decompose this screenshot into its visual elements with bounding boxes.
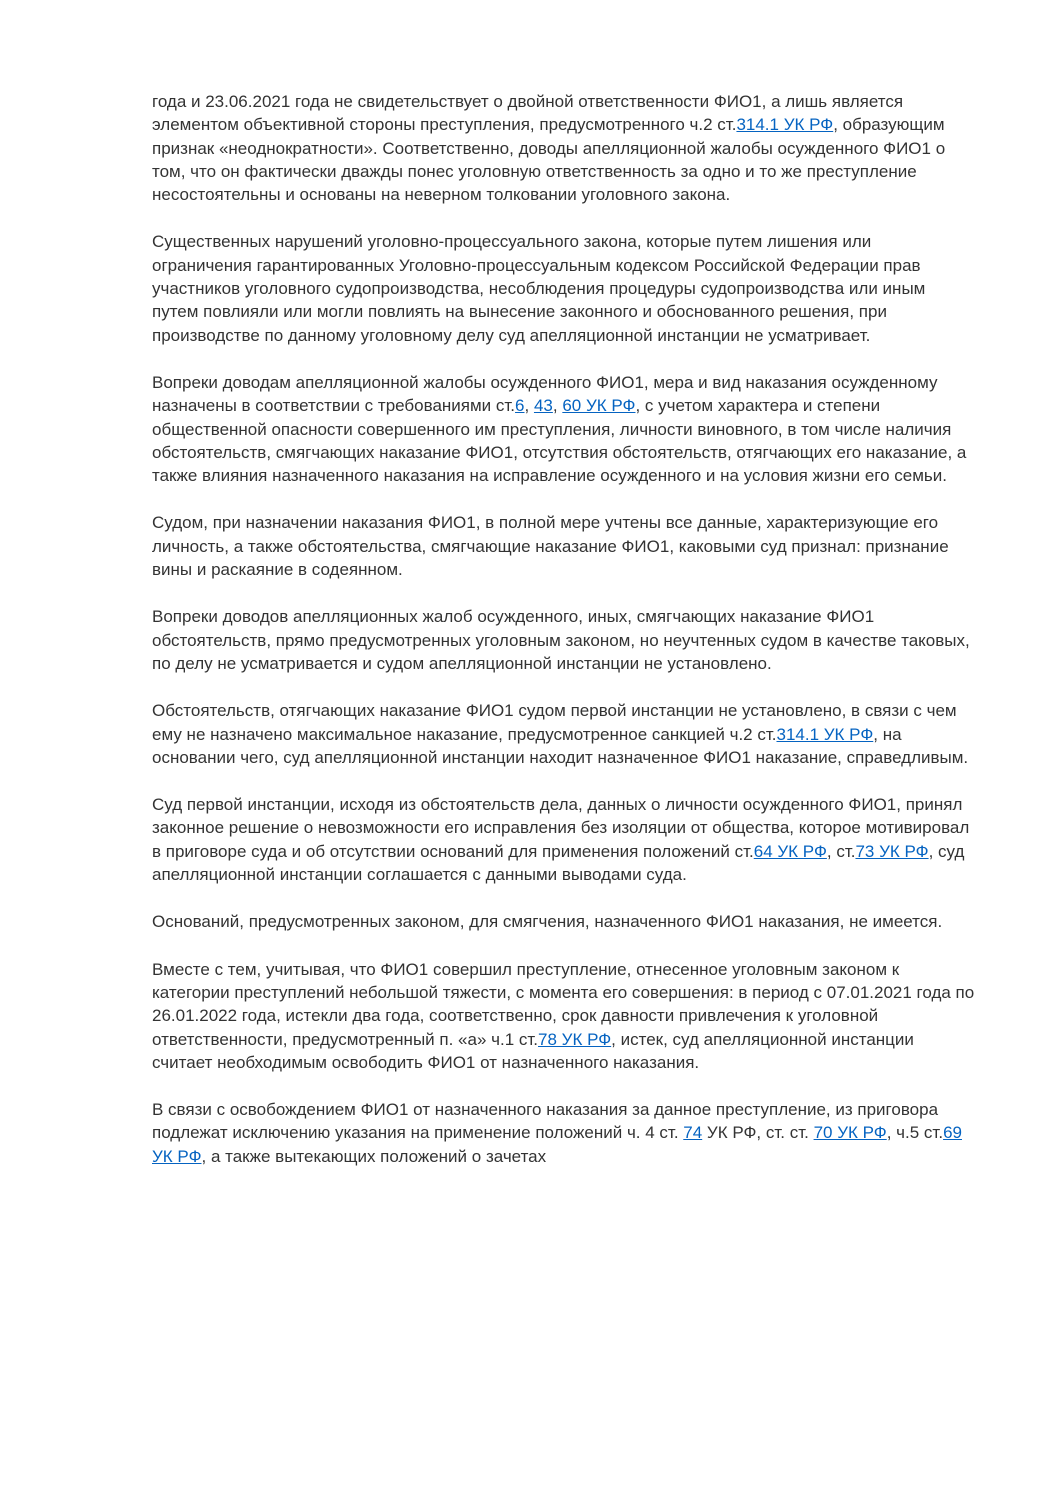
paragraph-text: Существенных нарушений уголовно-процессуального закона, которые путем лишения или ограничения гарантированных Уголовно-процессуальным кодексом Российской Федерации прав участников уголовного судопроизводства, несоблюдения процедуры судопроизводства или иным путем повлияли или могли повлиять на вынесение законного и обоснованного решения, при производстве по данному уголовному делу суд апелляционной инстанции не усматривает. <box>152 232 926 345</box>
paragraph-text: , <box>524 396 534 416</box>
law-reference-link[interactable]: 74 <box>683 1123 703 1143</box>
paragraph-text: Вопреки доводов апелляционных жалоб осужденного, иных, смягчающих наказание ФИО1 обстоятельств, прямо предусмотренных уголовным законом, но неучтенных судом в качестве таковых, по делу не усматривается и судом апелляционной инстанции не установлено. <box>152 607 970 673</box>
law-reference-link[interactable]: 314.1 УК РФ <box>736 115 834 135</box>
paragraph-text: В связи с освобождением ФИО1 от назначенного наказания за данное преступление, из приговора подлежат исключению указания на применение положений ч. 4 ст. <box>152 1100 939 1143</box>
paragraph <box>152 910 975 933</box>
law-reference-link[interactable]: 6 <box>515 396 525 416</box>
paragraph-text: , суд апелляционной инстанции соглашается с данными выводами суда. <box>152 841 965 885</box>
paragraph-text: , ст. <box>826 841 856 861</box>
law-reference-link[interactable]: 60 УК РФ <box>562 396 636 416</box>
paragraph-text: , образующим признак «неоднократности». Соответственно, доводы апелляционной жалобы осужденного ФИО1 о том, что он фактически дважды понес уголовную ответственность за одно и то же преступление несостоятельны и основаны на неверном толковании уголовного закона. <box>152 115 946 205</box>
paragraph-text: Суд первой инстанции, исходя из обстоятельств дела, данных о личности осужденного ФИО1, принял законное решение о невозможности его исправления без изоляции от общества, которое мотивировал в приговоре суда и об отсутствии оснований для применения положений ст. <box>152 795 970 861</box>
paragraph-text: , ч.5 ст. <box>886 1123 944 1143</box>
paragraph-text: Судом, при назначении наказания ФИО1, в полной мере учтены все данные, характеризующие его личность, а также обстоятельства, смягчающие наказание ФИО1, каковыми суд признал: признание вины и раскаяние в содеянном. <box>152 513 949 580</box>
law-reference-link[interactable]: 69 УК РФ <box>152 1123 962 1166</box>
paragraph <box>152 511 975 581</box>
paragraph <box>152 605 975 675</box>
law-reference-link[interactable]: 64 УК РФ <box>753 841 827 861</box>
paragraph <box>152 699 975 769</box>
paragraph-text: Вопреки доводам апелляционной жалобы осужденного ФИО1, мера и вид наказания осужденному назначены в соответствии с требованиями ст. <box>152 372 938 416</box>
paragraph-text: Обстоятельств, отягчающих наказание ФИО1 судом первой инстанции не установлено, в связи с чем ему не назначено максимальное наказание, предусмотренное санкцией ч.2 ст. <box>152 701 957 744</box>
law-reference-link[interactable]: 70 УК РФ <box>813 1123 887 1143</box>
paragraph <box>152 230 975 346</box>
paragraph-text: года и 23.06.2021 года не свидетельствует о двойной ответственности ФИО1, а лишь является элементом объективной стороны преступления, предусмотренного ч.2 ст. <box>152 92 904 135</box>
paragraph <box>152 90 975 206</box>
paragraph-text: УК РФ, ст. ст. <box>702 1123 814 1143</box>
document-body <box>152 90 975 1168</box>
paragraph-text: Вместе с тем, учитывая, что ФИО1 совершил преступление, отнесенное уголовным законом к категории преступлений небольшой тяжести, с момента его совершения: в период с 07.01.2021 года по 26.01.2022 года, истекли два года, соответственно, срок давности привлечения к уголовной ответственности, предусмотренный п. «а» ч.1 ст. <box>152 959 975 1049</box>
paragraph-text: , а также вытекающих положений о зачетах <box>201 1146 547 1166</box>
paragraph-text: , <box>552 396 563 416</box>
law-reference-link[interactable]: 314.1 УК РФ <box>776 724 874 744</box>
paragraph-text: , истек, суд апелляционной инстанции считает необходимым освободить ФИО1 от назначенного наказания. <box>152 1029 914 1072</box>
law-reference-link[interactable]: 73 УК РФ <box>855 841 929 861</box>
paragraph-text: , на основании чего, суд апелляционной инстанции находит назначенное ФИО1 наказание, справедливым. <box>152 724 969 767</box>
paragraph <box>152 1098 975 1168</box>
paragraph-text: Оснований, предусмотренных законом, для смягчения, назначенного ФИО1 наказания, не имеется. <box>152 912 943 932</box>
law-reference-link[interactable]: 43 <box>533 396 553 416</box>
paragraph <box>152 958 975 1074</box>
law-reference-link[interactable]: 78 УК РФ <box>538 1029 612 1049</box>
paragraph <box>152 793 975 886</box>
paragraph <box>152 371 975 487</box>
paragraph-text: , с учетом характера и степени общественной опасности совершенного им преступления, личности виновного, в том числе наличия обстоятельств, смягчающих наказание ФИО1, отсутствия обстоятельств, отягчающих его наказание, а также влияния назначенного наказания на исправление осужденного и на условия жизни его семьи. <box>152 396 967 486</box>
